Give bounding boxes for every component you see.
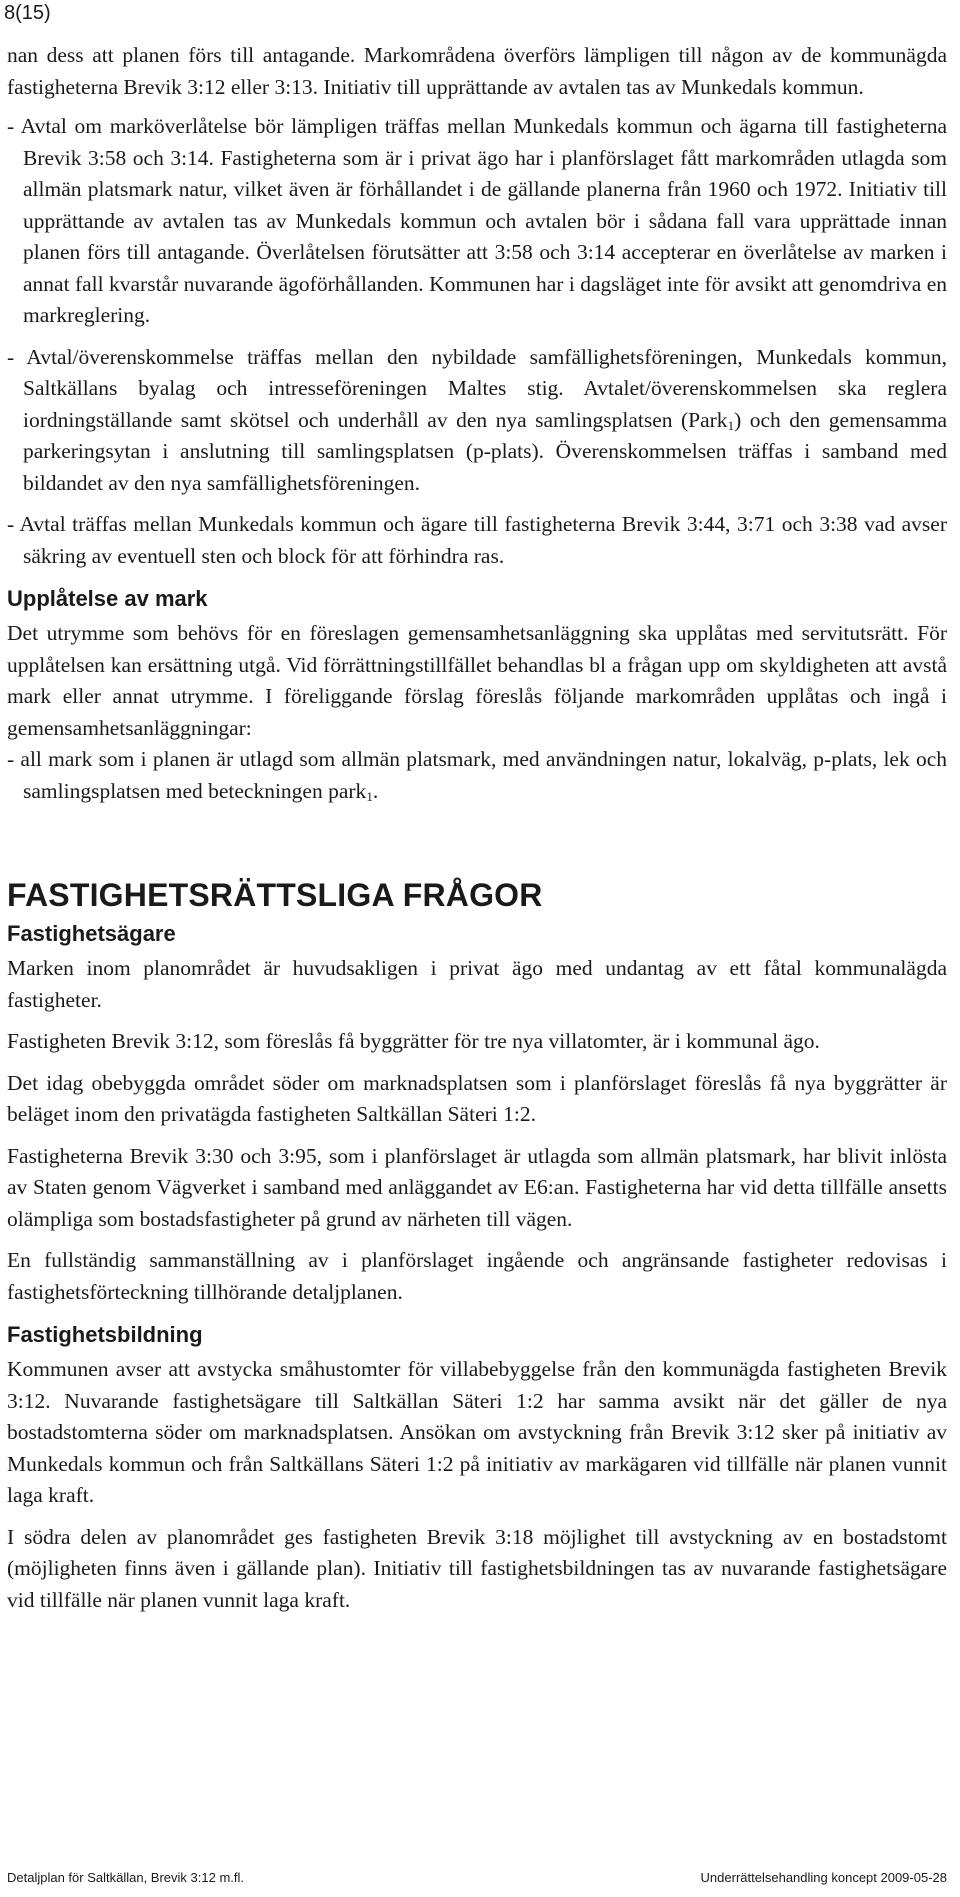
bullet-item-sakring: - Avtal träffas mellan Munkedals kommun och ägare till fastigheterna Brevik 3:44, 3:71 och 3:38 vad avser säkring av eventuell sten och block för att förhindra ras. bbox=[7, 512, 947, 568]
bullet-item-samfallighet bbox=[7, 342, 947, 500]
paragraph: Fastigheten Brevik 3:12, som föreslås få byggrätter för tre nya villatomter, är i kommunal ägo. bbox=[7, 1029, 820, 1053]
paragraph: Marken inom planområdet är huvudsakligen i privat ägo med undantag av ett fåtal kommunalägda fastigheter. bbox=[7, 956, 947, 1012]
footer-right: Underrättelsehandling koncept 2009-05-28 bbox=[700, 1870, 947, 1885]
bullet-text: . bbox=[372, 778, 379, 803]
subscript: 1 bbox=[366, 788, 373, 804]
paragraph: En fullständig sammanställning av i planförslaget ingående och angränsande fastigheter redovisas i fastighetsförteckning tillhörande detaljplanen. bbox=[7, 1248, 947, 1304]
chapter-heading: FASTIGHETSRÄTTSLIGA FRÅGOR bbox=[7, 877, 543, 913]
bullet-text: - all mark som i planen är utlagd som allmän platsmark, med användningen natur, lokalväg, p-plats, lek och samlingsplatsen med beteckningen park bbox=[7, 747, 947, 803]
bullet-item-allman-platsmark bbox=[7, 744, 947, 807]
paragraph-intro: nan dess att planen förs till antagande. Markområdena överförs lämpligen till någon av de kommunägda fastigheterna Brevik 3:12 eller 3:13. Initiativ till upprättande av avtalen tas av Munkedals kommun. bbox=[7, 43, 947, 99]
page-footer bbox=[7, 1870, 947, 1885]
bullet-text: - Avtal/överenskommelse träffas mellan den nybildade samfällighetsföreningen, Munkedals kommun, Saltkällans byalag och intresseföreningen Maltes stig. Avtalet/överenskommelsen ska reglera iordningställande samt skötsel och underhåll av den nya samlingsplatsen (Park bbox=[7, 344, 947, 432]
paragraph: Kommunen avser att avstycka småhustomter för villabebyggelse från den kommunägda fastigheten Brevik 3:12. Nuvarande fastighetsägare till Saltkällan Säteri 1:2 har samma avsikt när det gäller de nya bostadstomterna söder om marknadsplatsen. Ansökan om avstyckning från Brevik 3:12 sker på initiativ av Munkedals kommun och från Saltkällans Säteri 1:2 på initiativ av markägaren vid tillfälle när planen vunnit laga kraft. bbox=[7, 1357, 947, 1507]
subscript: 1 bbox=[727, 417, 735, 433]
section-heading-fastighetsagare: Fastighetsägare bbox=[7, 921, 176, 946]
paragraph: I södra delen av planområdet ges fastigheten Brevik 3:18 möjlighet till avstyckning av en bostadstomt (möjligheten finns även i gällande plan). Initiativ till fastighetsbildningen tas av nuvarande fastighetsägare vid tillfälle när planen vunnit laga kraft. bbox=[7, 1524, 947, 1612]
paragraph: Fastigheterna Brevik 3:30 och 3:95, som i planförslaget är utlagda som allmän platsmark, har blivit inlösta av Staten genom Vägverket i samband med anläggandet av E6:an. Fastigheterna har vid detta tillfälle ansetts olämpliga som bostadsfastigheter på grund av närheten till vägen. bbox=[7, 1143, 947, 1231]
section-heading-fastighetsbildning: Fastighetsbildning bbox=[7, 1322, 203, 1347]
bullet-text: ) och den gemensamma parkeringsytan i anslutning till samlingsplatsen (p-plats). Överenskommelsen träffas i samband med bildandet av den nya samfällighetsföreningen. bbox=[23, 407, 947, 495]
paragraph-upplatelse: Det utrymme som behövs för en föreslagen gemensamhetsanläggning ska upplåtas med servitutsrätt. För upplåtelsen kan ersättning utgå. Vid förrättningstillfället behandlas bl a frågan upp om skyldigheten att avstå mark eller annat utrymme. I föreliggande förslag föreslås följande markområden upplåtas och ingå i gemensamhetsanläggningar: bbox=[7, 621, 947, 740]
bullet-item-markoverlatelse: - Avtal om marköverlåtelse bör lämpligen träffas mellan Munkedals kommun och ägarna till fastigheterna Brevik 3:58 och 3:14. Fastigheterna som är i privat ägo har i planförslaget fått markområden utlagda som allmän platsmark natur, vilket även är förhållandet i de gällande planerna från 1960 och 1972. Initiativ till upprättande av avtalen tas av Munkedals kommun och avtalen bör i sådana fall vara upprättade innan planen förs till antagande. Överlåtelsen förutsätter att 3:58 och 3:14 accepterar en överlåtelse av marken i annat fall kvarstår nuvarande ägoförhållanden. Kommunen har i dagsläget inte för avsikt att genomdriva en markreglering. bbox=[7, 114, 947, 327]
page-number: 8(15) bbox=[4, 2, 51, 24]
document-body bbox=[7, 40, 947, 1616]
footer-left: Detaljplan för Saltkällan, Brevik 3:12 m.fl. bbox=[7, 1870, 244, 1885]
paragraph: Det idag obebyggda området söder om marknadsplatsen som i planförslaget föreslås få nya byggrätter är beläget inom den privatägda fastigheten Saltkällan Säteri 1:2. bbox=[7, 1070, 947, 1126]
section-heading-upplatelse: Upplåtelse av mark bbox=[7, 586, 208, 611]
